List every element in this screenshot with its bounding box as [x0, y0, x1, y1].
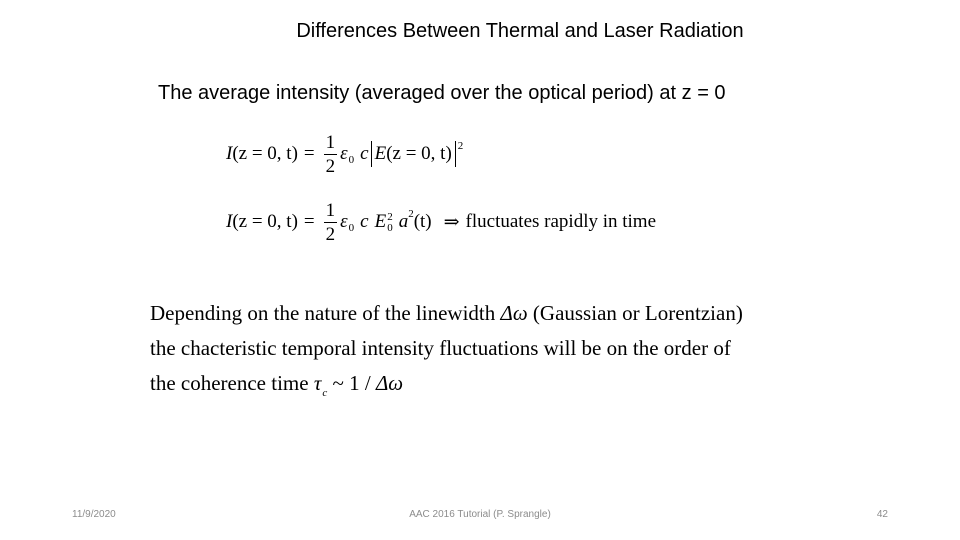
linewidth-paragraph [150, 296, 743, 405]
eq2-a-args: (t) [413, 211, 432, 232]
eq2-frac-numerator: 1 [325, 199, 336, 221]
footer-center-text: AAC 2016 Tutorial (P. Sprangle) [409, 509, 551, 520]
intro-text: The average intensity (averaged over the optical period) at z = 0 [158, 82, 726, 104]
intensity-equation-1 [226, 130, 463, 178]
eq2-c: c [360, 211, 369, 232]
eq1-epsilon-sub: 0 [348, 154, 355, 166]
line1-delta-omega: Δω [500, 301, 528, 325]
eq1-c: c [360, 143, 369, 164]
line1-text-b: (Gaussian or Lorentzian) [527, 301, 743, 325]
eq1-fraction [324, 133, 338, 176]
line3-delta-omega: Δω [375, 371, 404, 395]
eq2-field-sub: 0 [387, 222, 393, 234]
eq1-lhs-args: (z = 0, t) [232, 143, 298, 164]
line3-tau-sub: c [322, 387, 328, 399]
eq2-epsilon: ε [340, 211, 348, 232]
eq2-field-sup: 2 [387, 211, 393, 223]
footer-date: 11/9/2020 [72, 509, 116, 520]
intensity-equation-2 [226, 196, 656, 248]
slide-title: Differences Between Thermal and Laser Radiation [296, 20, 744, 42]
eq2-fraction [324, 201, 338, 244]
eq2-epsilon-sub: 0 [348, 222, 355, 234]
paragraph-line-1 [150, 296, 743, 331]
eq1-epsilon: ε [340, 143, 348, 164]
eq2-note: fluctuates rapidly in time [465, 211, 657, 232]
eq1-abs-field [371, 141, 456, 167]
eq1-intensity-symbol: I [226, 143, 233, 164]
eq2-intensity-symbol: I [226, 211, 233, 232]
eq2-frac-denominator: 2 [325, 223, 336, 245]
eq1-equals: = [303, 143, 315, 164]
eq2-a-sup: 2 [408, 208, 414, 220]
eq2-lhs-args: (z = 0, t) [232, 211, 298, 232]
eq1-power: 2 [457, 140, 464, 152]
eq1-field-args: (z = 0, t) [386, 143, 452, 164]
line3-text-b: ~ 1 / [327, 371, 376, 395]
eq2-equals: = [303, 211, 315, 232]
line3-text-a: the coherence time [150, 371, 314, 395]
eq2-field-symbol: E [374, 211, 387, 232]
eq2-implies-arrow: ⇒ [443, 211, 460, 233]
paragraph-line-3 [150, 366, 743, 405]
eq1-field-symbol: E [374, 143, 387, 164]
eq2-a-symbol: a [398, 211, 409, 232]
eq1-frac-numerator: 1 [325, 131, 336, 153]
eq1-frac-denominator: 2 [325, 155, 336, 177]
eq2-field-scripts [387, 212, 393, 234]
line1-text-a: Depending on the nature of the linewidth [150, 301, 501, 325]
footer-page-number: 42 [876, 509, 888, 520]
line3-tau: τ [313, 371, 322, 395]
paragraph-line-2: the chacteristic temporal intensity fluctuations will be on the order of [150, 336, 731, 360]
